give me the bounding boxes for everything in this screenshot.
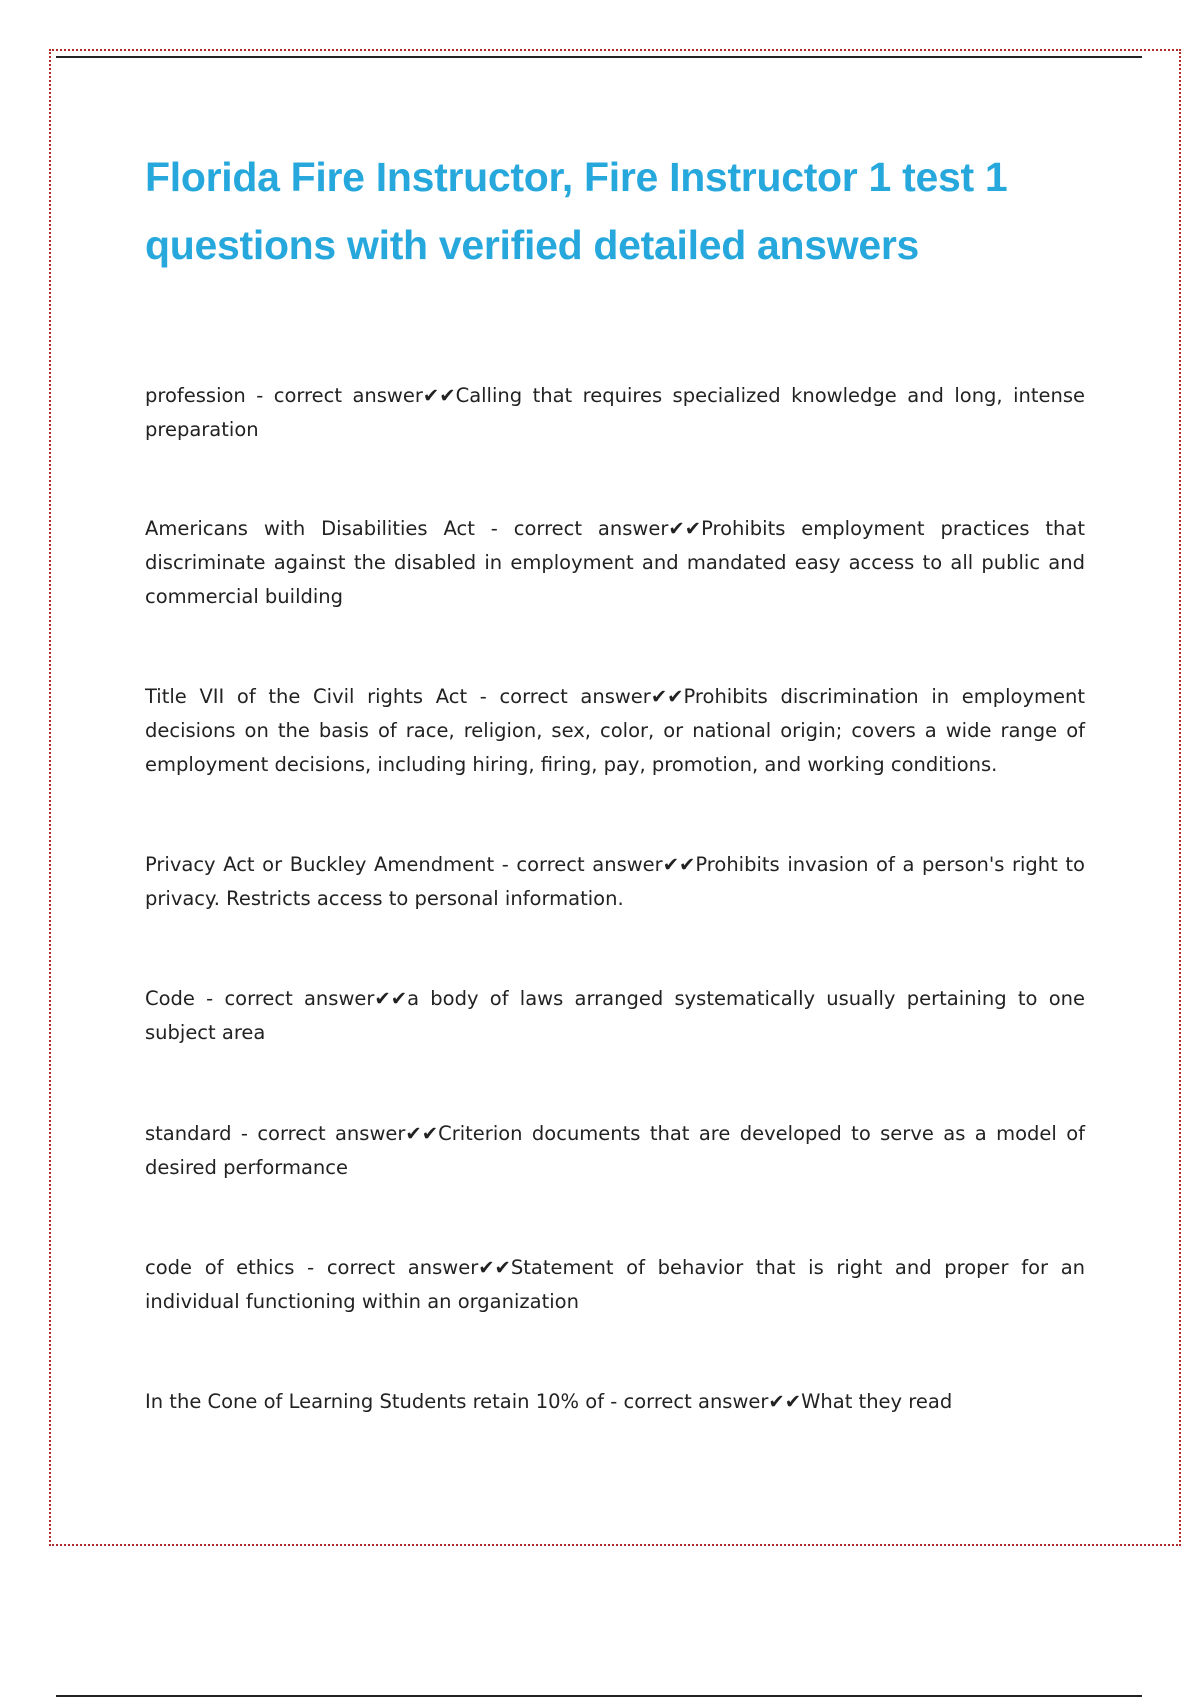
qa-answer: Statement of behavior that is right and proper for an individual functioning within an organization [145, 1256, 1085, 1313]
qa-separator: - correct answer [474, 517, 669, 540]
qa-term: Privacy Act or Buckley Amendment [145, 853, 495, 876]
check-mark-icon: ✔✔ [668, 517, 702, 540]
qa-item-title-vii [145, 680, 1085, 782]
qa-item-code-of-ethics [145, 1251, 1085, 1319]
qa-answer: Prohibits invasion of a person's right to privacy. Restricts access to personal information. [145, 853, 1085, 910]
check-mark-icon: ✔✔ [374, 987, 408, 1010]
qa-separator: - correct answer [494, 853, 663, 876]
qa-separator: - correct answer [294, 1256, 479, 1279]
qa-answer: Criterion documents that are developed to serve as a model of desired performance [145, 1122, 1085, 1179]
top-rule [56, 56, 1142, 58]
qa-separator: - correct answer [604, 1390, 769, 1413]
qa-term: In the Cone of Learning Students retain 10% of [145, 1390, 605, 1413]
check-mark-icon: ✔✔ [650, 685, 684, 708]
check-mark-icon: ✔✔ [478, 1256, 511, 1279]
bottom-rule [56, 1695, 1142, 1697]
qa-item-profession [145, 379, 1085, 447]
qa-separator: - correct answer [231, 1122, 406, 1145]
qa-term: Title VII of the Civil rights Act [145, 685, 468, 708]
qa-answer: a body of laws arranged systematically usually pertaining to one subject area [145, 987, 1085, 1044]
qa-term: standard [145, 1122, 232, 1145]
qa-term: code of ethics [145, 1256, 295, 1279]
qa-answer: Prohibits employment practices that discriminate against the disabled in employment and mandated easy access to all public and commercial building [145, 517, 1085, 608]
check-mark-icon: ✔✔ [662, 853, 696, 876]
qa-item-code [145, 982, 1085, 1050]
qa-separator: - correct answer [194, 987, 375, 1010]
qa-item-privacy-act [145, 848, 1085, 916]
qa-term: profession [145, 384, 246, 407]
check-mark-icon: ✔✔ [422, 384, 456, 407]
qa-item-standard [145, 1117, 1085, 1185]
check-mark-icon: ✔✔ [405, 1122, 439, 1145]
qa-item-ada [145, 512, 1085, 614]
qa-separator: - correct answer [467, 685, 651, 708]
qa-item-cone-of-learning [145, 1385, 1085, 1419]
check-mark-icon: ✔✔ [768, 1390, 802, 1413]
qa-answer: Calling that requires specialized knowledge and long, intense preparation [145, 384, 1086, 441]
qa-separator: - correct answer [245, 384, 423, 407]
qa-answer: What they read [801, 1390, 953, 1413]
document-title: Florida Fire Instructor, Fire Instructor 1 test 1 questions with verified detailed answers [145, 154, 1008, 268]
qa-answer: Prohibits discrimination in employment decisions on the basis of race, religion, sex, color, or national origin; covers a wide range of employment decisions, including hiring, firing, pay, promotion, and working conditions. [145, 685, 1086, 776]
qa-term: Code [145, 987, 195, 1010]
qa-term: Americans with Disabilities Act [145, 517, 475, 540]
